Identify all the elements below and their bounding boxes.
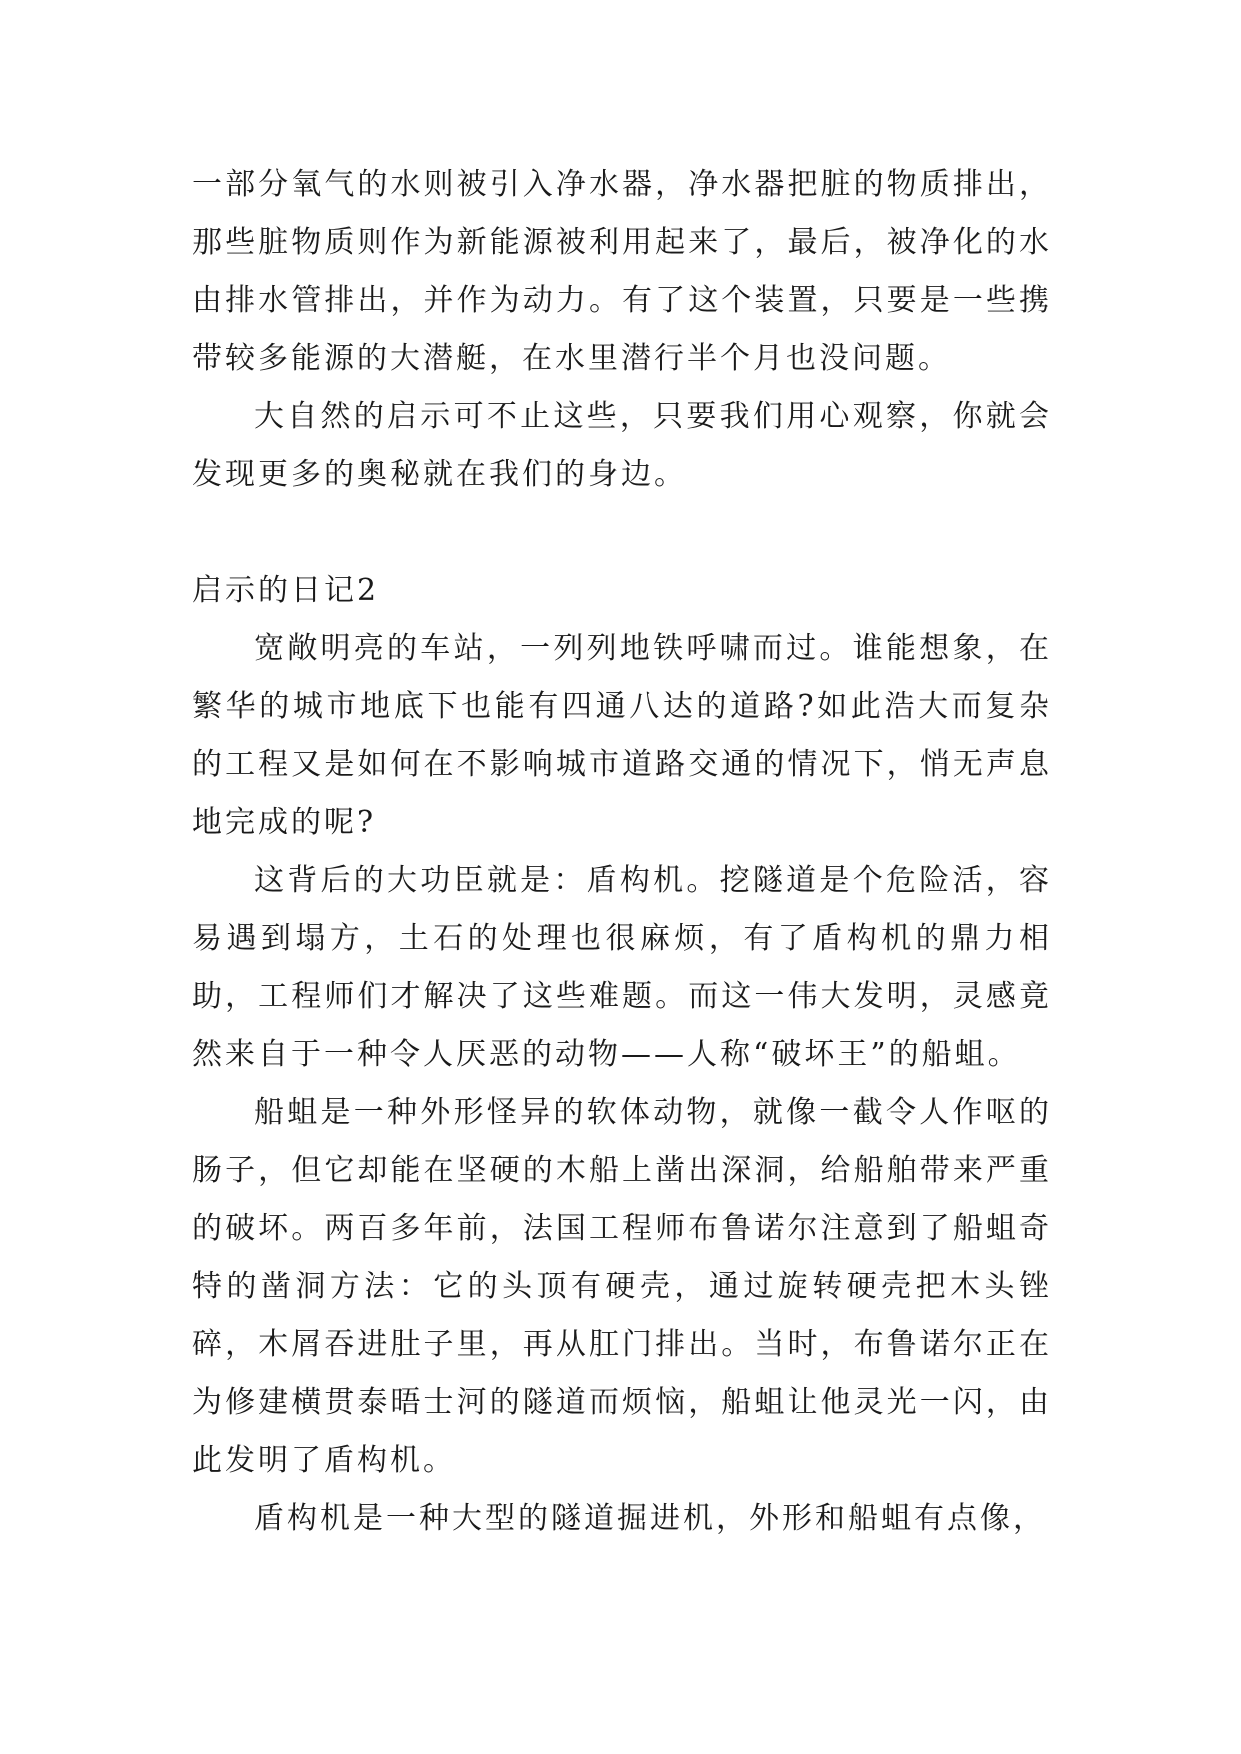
section-heading: 启示的日记2 <box>192 573 380 608</box>
paragraph-subway-intro: 宽敞明亮的车站，一列列地铁呼啸而过。谁能想象，在繁华的城市地底下也能有四通八达的道路?如此浩大而复杂的工程又是如何在不影响城市道路交通的情况下，悄无声息地完成的呢? <box>192 631 1052 840</box>
paragraph-shield-machine-description: 盾构机是一种大型的隧道掘进机，外形和船蛆有点像， <box>254 1501 1046 1536</box>
paragraph-conclusion: 大自然的启示可不止这些，只要我们用心观察，你就会发现更多的奥秘就在我们的身边。 <box>192 399 1052 492</box>
paragraph-shipworm: 船蛆是一种外形怪异的软体动物，就像一截令人作呕的肠子，但它却能在坚硬的木船上凿出深洞，给船舶带来严重的破坏。两百多年前，法国工程师布鲁诺尔注意到了船蛆奇特的凿洞方法：它的头顶有硬壳，通过旋转硬壳把木头锉碎，木屑吞进肚子里，再从肛门排出。当时，布鲁诺尔正在为修建横贯泰晤士河的隧道而烦恼，船蛆让他灵光一闪，由此发明了盾构机。 <box>192 1095 1052 1478</box>
paragraph-shield-machine: 这背后的大功臣就是：盾构机。挖隧道是个危险活，容易遇到塌方，土石的处理也很麻烦，有了盾构机的鼎力相助，工程师们才解决了这些难题。而这一伟大发明，灵感竟然来自于一种令人厌恶的动物——人称“破坏王”的船蛆。 <box>192 863 1052 1072</box>
document-body <box>192 156 1052 1548</box>
paragraph-continuation: 一部分氧气的水则被引入净水器，净水器把脏的物质排出，那些脏物质则作为新能源被利用起来了，最后，被净化的水由排水管排出，并作为动力。有了这个装置，只要是一些携带较多能源的大潜艇，在水里潜行半个月也没问题。 <box>192 167 1052 376</box>
